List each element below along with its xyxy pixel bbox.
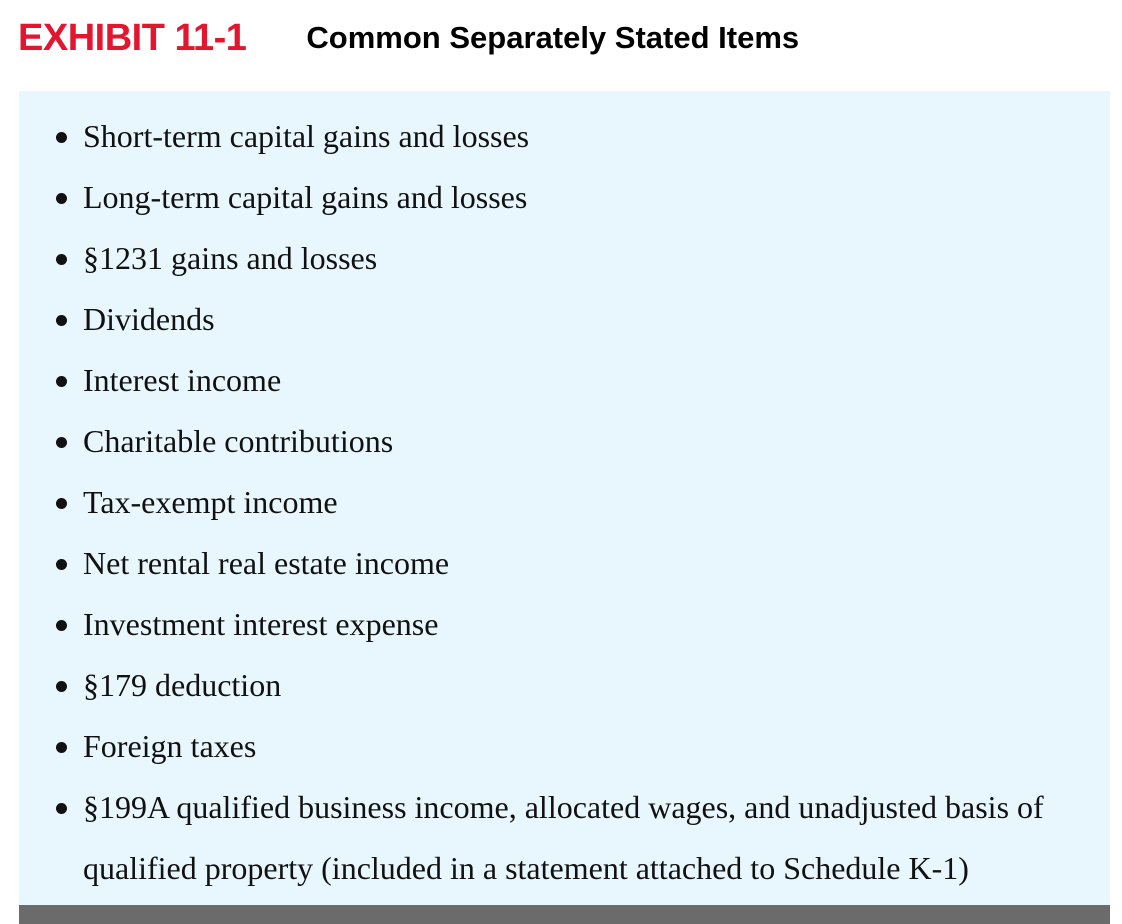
exhibit-title: Common Separately Stated Items: [306, 20, 800, 55]
list-item: [19, 350, 1110, 411]
list-item: [19, 167, 1110, 228]
list-item-text: Dividends: [83, 301, 215, 337]
exhibit-header: [18, 12, 799, 64]
bullet-icon: [56, 193, 67, 204]
list-item: [19, 716, 1110, 777]
list-item-text: Short-term capital gains and losses: [83, 118, 530, 154]
bullet-icon: [56, 681, 67, 692]
list-item-text: Tax-exempt income: [83, 484, 338, 520]
bullet-icon: [56, 620, 67, 631]
list-item: [19, 228, 1110, 289]
bullet-icon: [56, 742, 67, 753]
items-panel: [19, 91, 1110, 905]
list-item: [19, 411, 1110, 472]
list-item-text: Long-term capital gains and losses: [83, 179, 528, 215]
list-item-text: §199A qualified business income, allocated wages, and unadjusted basis of qualified property (included in a statement attached to Schedule K-1): [83, 789, 1044, 886]
exhibit-label: EXHIBIT 11-1: [18, 16, 247, 59]
list-item-text: Foreign taxes: [83, 728, 257, 764]
list-item: [19, 472, 1110, 533]
bullet-icon: [56, 437, 67, 448]
list-item: [19, 777, 1110, 899]
bullet-icon: [56, 254, 67, 265]
list-item: [19, 289, 1110, 350]
bottom-rule: [19, 905, 1110, 924]
list-item-text: Charitable contributions: [83, 423, 394, 459]
bullet-icon: [56, 376, 67, 387]
items-list: [19, 106, 1110, 899]
bullet-icon: [56, 315, 67, 326]
list-item-text: Net rental real estate income: [83, 545, 450, 581]
bullet-icon: [56, 132, 67, 143]
list-item-text: §179 deduction: [83, 667, 282, 703]
bullet-icon: [56, 803, 67, 814]
list-item-text: Interest income: [83, 362, 282, 398]
list-item: [19, 655, 1110, 716]
bullet-icon: [56, 559, 67, 570]
list-item: [19, 594, 1110, 655]
list-item-text: Investment interest expense: [83, 606, 439, 642]
list-item-text: §1231 gains and losses: [83, 240, 378, 276]
list-item: [19, 533, 1110, 594]
list-item: [19, 106, 1110, 167]
bullet-icon: [56, 498, 67, 509]
